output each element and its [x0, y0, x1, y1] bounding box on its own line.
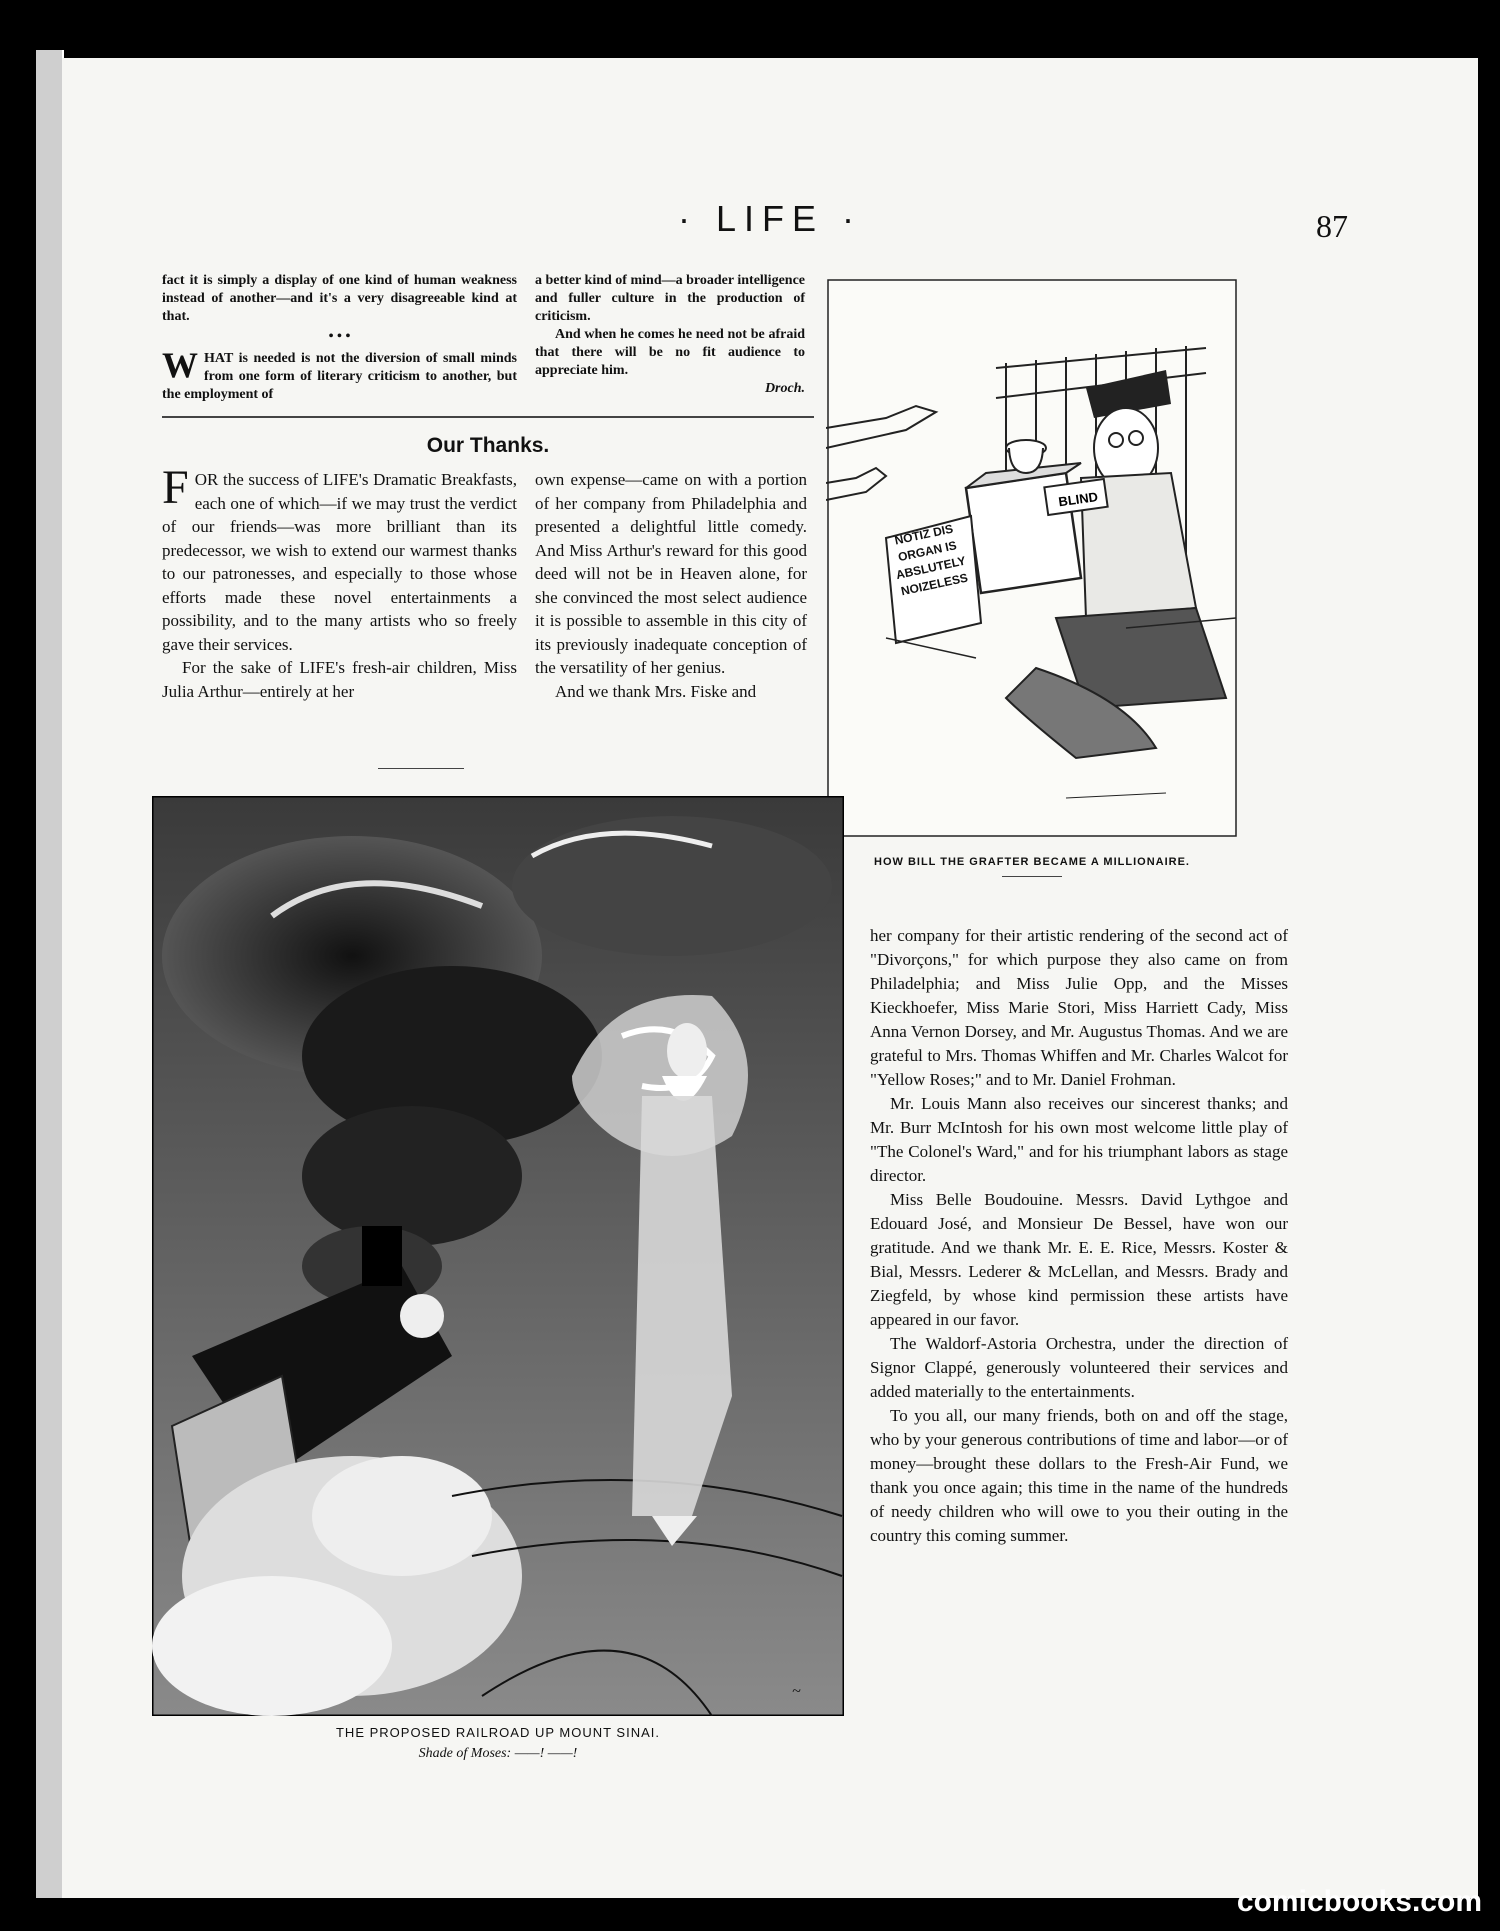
- thanks-col-1-text: OR the success of LIFE's Dramatic Breakfasts, each one of which—if we may trust the verdict of our friends—was more brilliant than its predecessor, we wish to extend our warmest thanks to our patronesses, and especially to those whose efforts made these novel entertainments a possibility, and to the many artists who so freely gave their services.: [162, 470, 517, 654]
- drop-cap-f: F: [162, 461, 189, 514]
- right-col-para-1: her company for their artistic rendering of the second act of "Divorçons," for which purpose they also came on from Philadelphia; and Miss Julie Opp, and the Misses Kieckhoefer, Miss Marie Stori, Miss Harriett Cady, Miss Anna Vernon Dorsey, and Mr. Augustus Thomas. And we are grateful to Mrs. Thomas Whiffen and Mr. Charles Walcot for "Yellow Roses;" and to Mr. Daniel Frohman.: [870, 926, 1288, 1089]
- right-column: [870, 924, 1288, 1548]
- mount-sinai-illustration: [152, 796, 844, 1716]
- magazine-page: [62, 58, 1478, 1898]
- right-col-para-5: To you all, our many friends, both on and off the stage, who by your generous contributions of time and labor—or of money—brought these dollars to the Fresh-Air Fund, we thank you once again; this time in the name of the hundreds of needy children who will owe to you their outing in the country this coming summer.: [870, 1406, 1288, 1545]
- thanks-col-2b-text: And we thank Mrs. Fiske and: [555, 681, 757, 701]
- sign-text: NOTIZ DIS ORGAN IS ABSLUTELY NOIZELESS: [893, 521, 970, 599]
- right-col-para-3: Miss Belle Boudouine. Messrs. David Lythgoe and Edouard José, and Monsieur De Bessel, have won our gratitude. And we thank Mr. E. E. Rice, Messrs. Koster & Bial, Messrs. Lederer & McLellan, and Messrs. Brady and Ziegfeld, by whose kind permission these artists have appeared in our favor.: [870, 1190, 1288, 1329]
- short-rule: [378, 768, 464, 769]
- illustration-subcaption: Shade of Moses: ——! ——!: [418, 1746, 578, 1761]
- thanks-col-2-text: own expense—came on with a portion of her company from Philadelphia and presented a delightful little comedy. And Miss Arthur's reward for this good deed will not be in Heaven alone, for she convinced the most select audience it is possible to assemble in this city of its previously inadequate conception of the versatility of her genius.: [535, 470, 807, 677]
- section-divider: [162, 416, 814, 418]
- page-number: 87: [1316, 208, 1348, 244]
- top-col-1-text: fact it is simply a display of one kind of human weakness instead of another—and it's a very disagreeable kind at that.: [162, 273, 517, 324]
- box-label: BLIND: [1057, 489, 1099, 510]
- svg-text:~: ~: [792, 1683, 801, 1700]
- illustration-caption: THE PROPOSED RAILROAD UP MOUNT SINAI.: [335, 1725, 660, 1740]
- drop-cap-w: W: [162, 345, 198, 385]
- noiseless-sign: [878, 516, 989, 644]
- thanks-col-1: [162, 461, 517, 703]
- right-col-para-4: The Waldorf-Astoria Orchestra, under the direction of Signor Clappé, generously volunteered their services and added materially to the entertainments.: [870, 1334, 1288, 1401]
- section-dots: • • •: [328, 329, 351, 344]
- caption-rule: [1002, 876, 1062, 877]
- signature-droch: Droch.: [764, 381, 805, 396]
- masthead: · LIFE ·: [677, 198, 862, 239]
- thanks-heading: Our Thanks.: [426, 434, 550, 457]
- thanks-col-2: [535, 468, 807, 703]
- thanks-col-1b-text: For the sake of LIFE's fresh-air children, Miss Julia Arthur—entirely at her: [162, 658, 517, 701]
- binding-edge: [36, 50, 64, 1898]
- top-col-2: [535, 272, 805, 398]
- grafter-cartoon: [826, 278, 1238, 838]
- top-col-1b-text: HAT is needed is not the diversion of small minds from one form of literary criticism to another, but the employment of: [162, 351, 517, 402]
- top-col-1: [162, 272, 517, 404]
- top-col-2b-text: And when he comes he need not be afraid that there will be no fit audience to appreciate him.: [535, 327, 805, 378]
- watermark: comicbooks.com: [1236, 1885, 1482, 1918]
- right-col-para-2: Mr. Louis Mann also receives our sincerest thanks; and Mr. Burr McIntosh for his own most welcome little play of "The Colonel's Ward," and for his triumphant labors as stage director.: [870, 1094, 1288, 1185]
- top-col-2-text: a better kind of mind—a broader intelligence and fuller culture in the production of criticism.: [535, 273, 805, 324]
- cartoon-caption: HOW BILL THE GRAFTER BECAME A MILLIONAIRE.: [874, 856, 1190, 868]
